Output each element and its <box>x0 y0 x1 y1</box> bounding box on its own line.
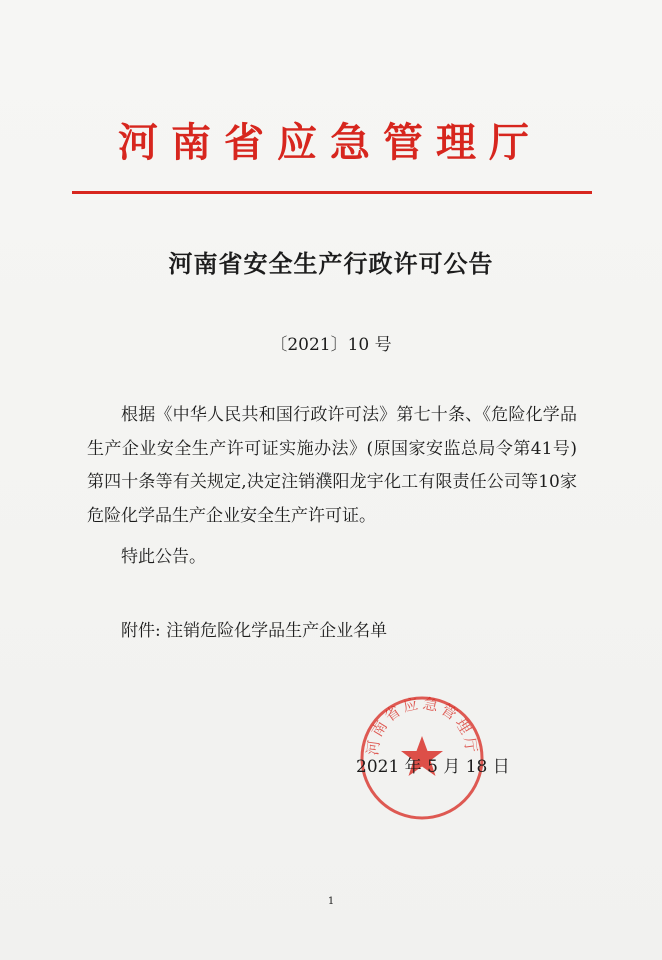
document-title: 河南省安全生产行政许可公告 <box>168 249 494 278</box>
body-paragraph: 根据《中华人民共和国行政许可法》第七十条、《危险化学品生产企业安全生产许可证实施办法》(原国家安监总局令第41号)第四十条等有关规定,决定注销濮阳龙宇化工有限责任公司等10家危险化学品生产企业安全生产许可证。 <box>87 405 577 526</box>
closing-text: 特此公告。 <box>121 547 206 567</box>
page-number: 1 <box>327 896 335 907</box>
issue-date: 2021 年 5 月 18 日 <box>356 757 510 777</box>
red-divider-line <box>72 191 592 194</box>
attachment-line: 附件: 注销危险化学品生产企业名单 <box>121 621 388 641</box>
document-number: 〔2021〕10 号 <box>270 335 392 355</box>
organization-header: 河南省应急管理厅 <box>118 119 542 166</box>
seal-text-path: 河南省应急管理厅 <box>363 694 481 757</box>
